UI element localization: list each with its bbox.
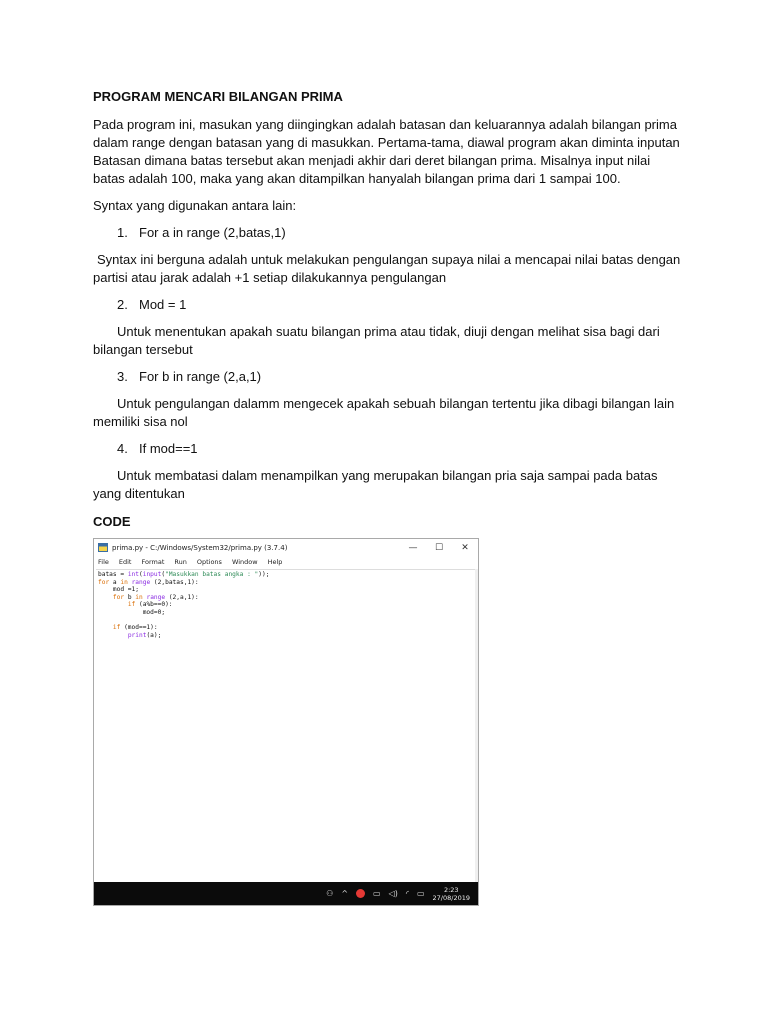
list-label: Mod = 1 [139,297,187,312]
volume-icon[interactable]: ◁) [388,889,398,898]
document-body [93,88,683,531]
list-number: 1. [117,225,128,240]
list-label: If mod==1 [139,441,198,456]
clock-time: 2:23 [443,885,459,894]
windows-taskbar [94,882,478,905]
antivirus-icon[interactable] [356,889,365,898]
close-button[interactable]: ✕ [461,542,469,553]
list-label: For a in range (2,batas,1) [139,225,286,240]
taskbar-clock[interactable] [433,886,470,902]
item-description: Syntax ini berguna adalah untuk melakukan pengulangan supaya nilai a mencapai nilai batas dengan partisi atau jarak adalah +1 setiap dilakukannya pengulangan [93,252,681,285]
clock-date: 27/08/2019 [432,893,470,902]
battery-icon[interactable]: ▭ [416,889,425,898]
list-label: For b in range (2,a,1) [139,369,262,384]
item-description: Untuk menentukan apakah suatu bilangan prima atau tidak, diuji dengan melihat sisa bagi dari bilangan tersebut [93,324,660,357]
menu-options[interactable]: Options [196,558,222,566]
list-item [117,440,683,458]
item-description: Untuk membatasi dalam menampilkan yang merupakan bilangan pria saja sampai pada batas yang ditentukan [93,468,658,501]
item-description: Untuk pengulangan dalamm mengecek apakah sebuah bilangan tertentu jika dibagi bilangan lain memiliki sisa nol [93,396,675,429]
menu-format[interactable]: Format [141,558,165,566]
code-line: for b in range (2,a,1): [112,593,199,601]
list-number: 3. [117,369,128,384]
window-controls [400,543,478,553]
editor-scrollbar[interactable] [475,569,478,882]
menu-file[interactable]: File [98,558,109,566]
code-line: for a in range (2,batas,1): [98,578,199,586]
menu-window[interactable]: Window [231,558,258,566]
menu-edit[interactable]: Edit [118,558,132,566]
code-line: batas = int(input("Masukkan batas angka : ")); [98,571,270,578]
code-text [96,570,476,640]
list-item [117,296,683,314]
person-icon[interactable]: ⚇ [326,889,334,898]
code-editor[interactable] [96,569,476,882]
code-line: print(a); [127,631,162,639]
code-heading: CODE [93,514,131,529]
syntax-heading: Syntax yang digunakan antara lain: [93,198,297,213]
chevron-up-icon[interactable]: ^ [341,889,349,898]
menu-help[interactable]: Help [267,558,283,566]
wifi-icon[interactable]: ◜ [405,889,409,898]
window-title: prima.py - C:/Windows/System32/prima.py (3.7.4) [112,543,288,552]
network-icon[interactable]: ▭ [373,889,381,898]
code-line: if (mod==1): [112,624,158,632]
code-line: mod=0; [98,608,166,616]
window-titlebar [94,539,478,556]
minimize-button[interactable]: — [408,542,418,553]
list-item [117,368,683,386]
maximize-button[interactable]: ☐ [434,542,444,553]
list-item [117,224,683,242]
python-file-icon [98,543,108,552]
menu-run[interactable]: Run [174,558,187,566]
intro-paragraph: Pada program ini, masukan yang diingingkan adalah batasan dan keluarannya adalah bilangan prima dalam range dengan batasan yang di masukkan. Pertama-tama, diawal program akan diminta inputan Batasan dimana batas tersebut akan menjadi akhir dari deret bilangan prima. Misalnya input nilai batas adalah 100, maka yang akan ditampilkan hanyalah bilangan prima dari 1 sampai 100. [93,117,680,186]
document-title: PROGRAM MENCARI BILANGAN PRIMA [93,89,343,104]
code-line: mod =1; [98,586,139,594]
menu-bar [94,556,478,568]
code-line: if (a%b==0): [127,601,173,609]
list-number: 2. [117,297,128,312]
list-number: 4. [117,441,128,456]
idle-editor-screenshot [93,538,479,906]
